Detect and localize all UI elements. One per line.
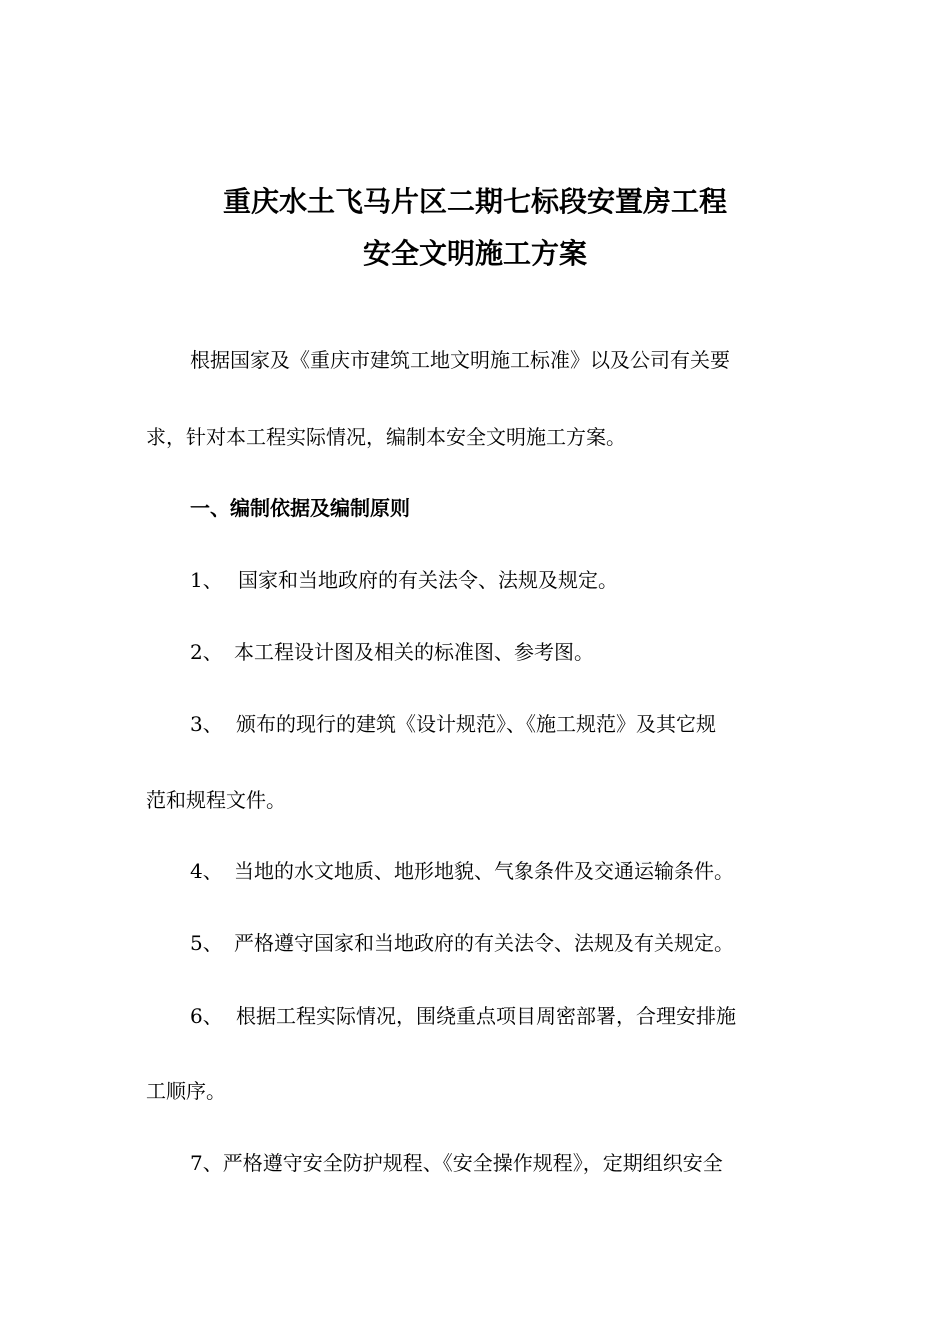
list-item-number: 2、 xyxy=(190,640,223,664)
list-item xyxy=(190,638,594,666)
list-item-text: 国家和当地政府的有关法令、法规及规定。 xyxy=(238,568,618,592)
list-item-number: 7、 xyxy=(190,1151,223,1175)
list-item xyxy=(190,929,734,957)
document-title-line-2: 安全文明施工方案 xyxy=(362,237,587,270)
list-item-text: 严格遵守安全防护规程、《安全操作规程》，定期组织安全 xyxy=(222,1151,723,1175)
list-item xyxy=(190,1002,736,1030)
list-item xyxy=(190,857,734,885)
list-item-text: 根据工程实际情况，围绕重点项目周密部署，合理安排施 xyxy=(236,1004,736,1028)
intro-paragraph-line-1: 根据国家及《重庆市建筑工地文明施工标准》以及公司有关要 xyxy=(190,348,730,372)
document-title-line-1: 重庆水土飞马片区二期七标段安置房工程 xyxy=(222,185,727,218)
list-item xyxy=(190,1149,723,1177)
list-item-number: 6、 xyxy=(190,1004,223,1028)
list-item-text: 严格遵守国家和当地政府的有关法令、法规及有关规定。 xyxy=(234,931,734,955)
list-item xyxy=(190,710,716,738)
list-item-text: 颁布的现行的建筑《设计规范》、《施工规范》及其它规 xyxy=(236,712,716,736)
list-item-number: 4、 xyxy=(190,859,223,883)
list-item xyxy=(190,566,618,594)
list-item-number: 1、 xyxy=(190,568,223,592)
list-item-text: 本工程设计图及相关的标准图、参考图。 xyxy=(234,640,594,664)
intro-paragraph-line-2: 求，针对本工程实际情况，编制本安全文明施工方案。 xyxy=(146,425,626,449)
list-item-number: 5、 xyxy=(190,931,223,955)
list-item-continuation: 工顺序。 xyxy=(146,1079,226,1103)
list-item-number: 3、 xyxy=(190,712,223,736)
section-heading: 一、编制依据及编制原则 xyxy=(190,496,410,520)
list-item-continuation: 范和规程文件。 xyxy=(146,788,286,812)
list-item-text: 当地的水文地质、地形地貌、气象条件及交通运输条件。 xyxy=(234,859,734,883)
